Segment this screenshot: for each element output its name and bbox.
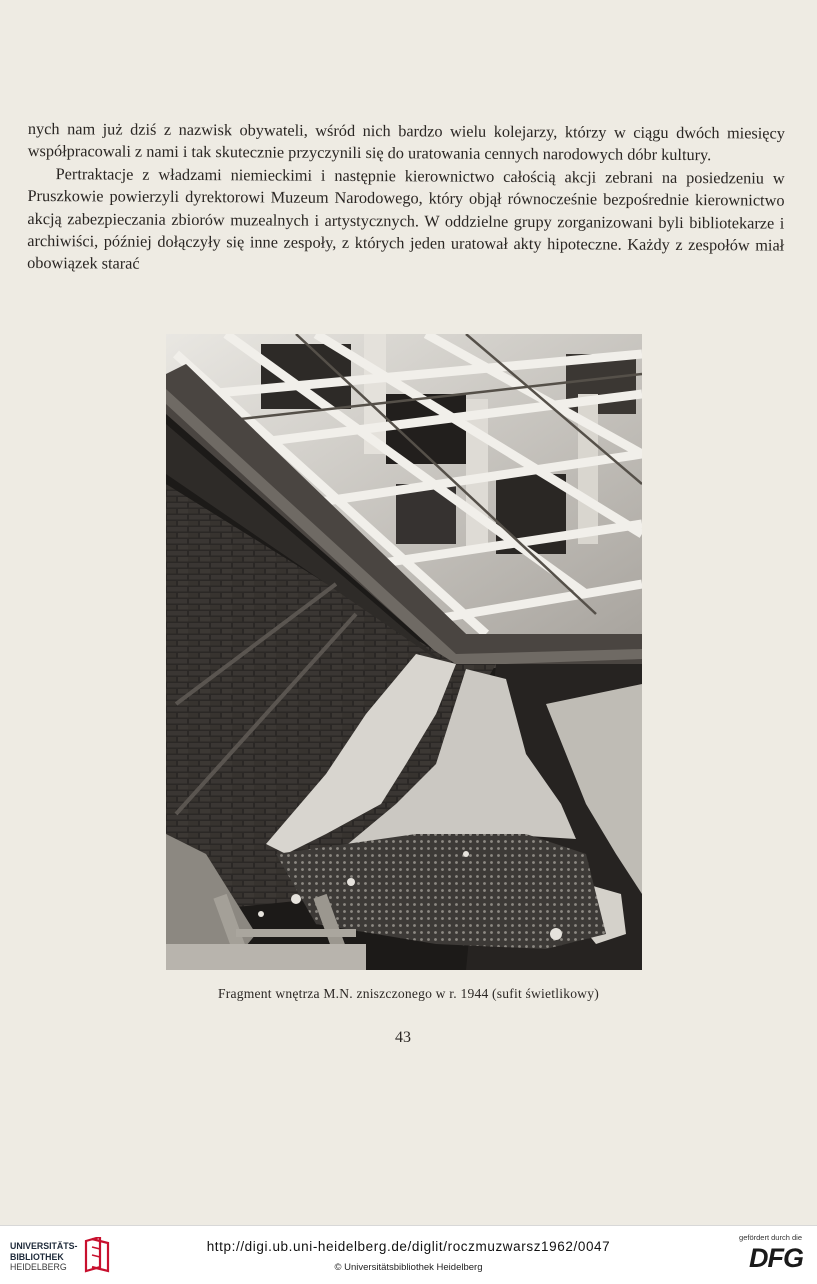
digitization-footer <box>0 1225 817 1284</box>
paragraph-1: nych nam już dziś z nazwisk obywateli, wśród nich bardzo wielu kolejarzy, którzy w ciągu dwóch miesięcy współpracowali z nami i tak skutecznie przyczynili się do uratowania cennych narodowych dóbr kultury. <box>27 118 785 165</box>
copyright-notice: © Universitätsbibliothek Heidelberg <box>334 1262 483 1273</box>
funded-by-label: gefördert durch die <box>739 1233 802 1242</box>
figure-photo <box>166 334 642 970</box>
dfg-logo[interactable]: DFG <box>749 1243 803 1273</box>
library-name-line2: BIBLIOTHEK <box>10 1251 64 1262</box>
body-text <box>27 118 785 279</box>
paragraph-2: Pertraktacje z władzami niemieckimi i następnie kierownictwo całością akcji zebrani na posiedzeniu w Pruszkowie powierzyli dyrektorowi Muzeum Narodowego, który objął równocześnie bezpośrednie kierownictwo akcją zabezpieczania zbiorów muzealnych i artystycznych. W oddzielne grupy zorganizowani byli bibliotekarze i archiwiści, później dołączyły się inne zespoły, z których jeden uratował akty hipoteczne. Każdy z zespołów miał obowiązek starać <box>27 163 785 274</box>
library-name-line1: UNIVERSITÄTS- <box>10 1241 78 1251</box>
page-number: 43 <box>395 1029 411 1046</box>
damaged-skylight-ceiling-photo <box>166 334 642 970</box>
figure-caption: Fragment wnętrza M.N. zniszczonego w r. 1944 (sufit świetlikowy) <box>218 986 599 1001</box>
permalink-url[interactable]: http://digi.ub.uni-heidelberg.de/diglit/roczmuzwarsz1962/0047 <box>206 1239 611 1254</box>
library-name-line3: HEIDELBERG <box>10 1262 67 1272</box>
